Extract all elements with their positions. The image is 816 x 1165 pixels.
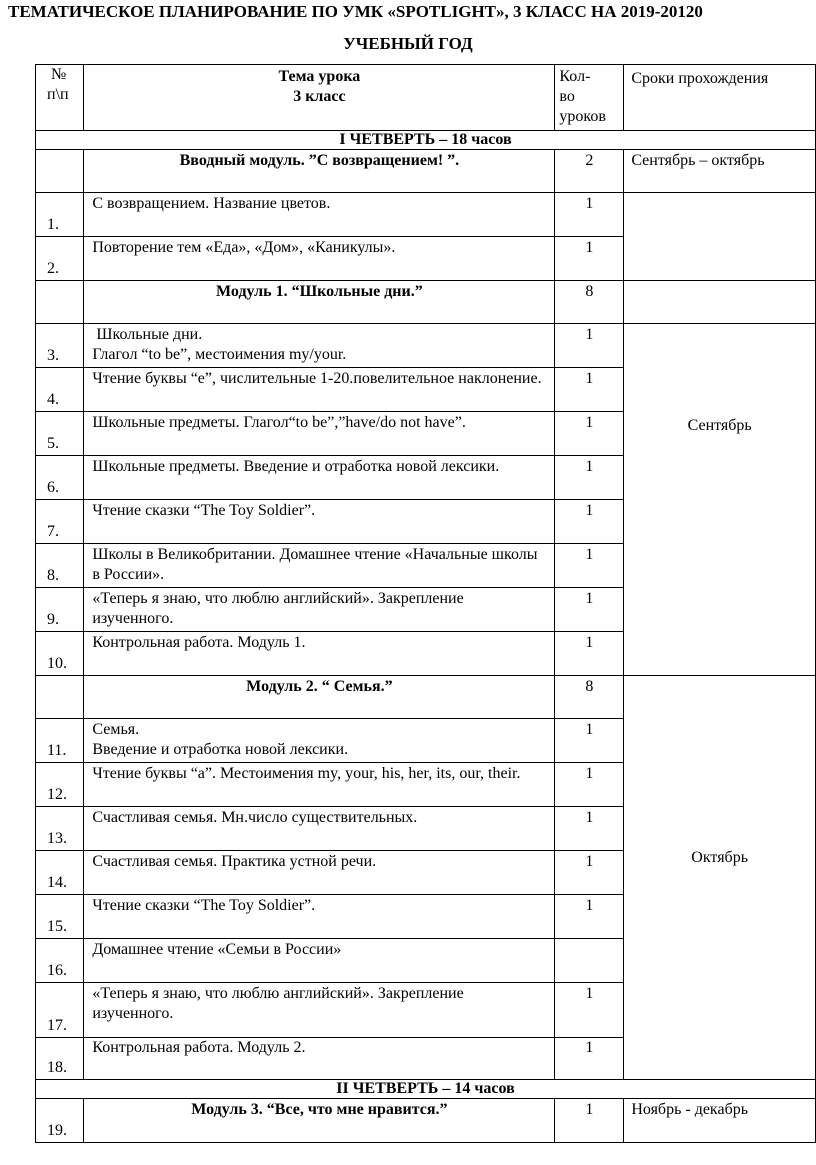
header-topic-line1: Тема урока — [278, 68, 361, 85]
lesson-topic: Школьные предметы. Глагол“to be”,”have/do not have”. — [84, 412, 555, 456]
module-count: 1 — [555, 1099, 624, 1143]
lesson-topic — [84, 719, 555, 763]
header-num-line1: № — [51, 66, 67, 83]
header-count-line2: во — [559, 88, 575, 105]
table-row — [36, 193, 816, 237]
lesson-num: 16. — [36, 939, 84, 983]
lesson-num: 4. — [36, 368, 84, 412]
module-count: 2 — [555, 150, 624, 193]
lesson-topic-line1: Школьные дни. — [92, 326, 203, 343]
lesson-num: 19. — [36, 1099, 84, 1143]
module-num — [36, 676, 84, 719]
lesson-topic: Чтение сказки “The Toy Soldier”. — [84, 895, 555, 939]
lesson-topic: Чтение сказки “The Toy Soldier”. — [84, 500, 555, 544]
module-term: Ноябрь - декабрь — [624, 1099, 816, 1143]
lesson-topic: «Теперь я знаю, что люблю английский». Закрепление изученного. — [84, 588, 555, 632]
lesson-num: 10. — [36, 632, 84, 676]
term-september-label: Сентябрь — [687, 417, 752, 434]
lesson-topic: Повторение тем «Еда», «Дом», «Каникулы». — [84, 237, 555, 281]
quarter-row — [36, 1080, 816, 1099]
lesson-count: 1 — [555, 237, 624, 281]
lesson-term — [624, 193, 816, 281]
quarter-label: I ЧЕТВЕРТЬ – 18 часов — [36, 131, 816, 150]
module-title: Модуль 1. “Школьные дни.” — [84, 281, 555, 324]
lesson-topic: Школьные предметы. Введение и отработка новой лексики. — [84, 456, 555, 500]
lesson-count: 1 — [555, 324, 624, 368]
header-count-line3: уроков — [559, 108, 606, 125]
lesson-topic: Контрольная работа. Модуль 1. — [84, 632, 555, 676]
module-term — [624, 281, 816, 324]
module-row — [36, 281, 816, 324]
lesson-count: 1 — [555, 1038, 624, 1080]
lesson-num: 2. — [36, 237, 84, 281]
header-term: Сроки прохождения — [624, 65, 816, 131]
header-count — [555, 65, 624, 131]
table-row — [36, 324, 816, 368]
header-num-line2: п\п — [47, 86, 69, 103]
lesson-num: 17. — [36, 983, 84, 1038]
module-title: Модуль 2. “ Семья.” — [84, 676, 555, 719]
lesson-num: 6. — [36, 456, 84, 500]
lesson-topic: Счастливая семья. Практика устной речи. — [84, 851, 555, 895]
lesson-num: 3. — [36, 324, 84, 368]
module-title: Вводный модуль. ”С возвращением! ”. — [84, 150, 555, 193]
lesson-num: 8. — [36, 544, 84, 588]
module-row — [36, 1099, 816, 1143]
lesson-num: 11. — [36, 719, 84, 763]
quarter-row — [36, 131, 816, 150]
lesson-num: 14. — [36, 851, 84, 895]
lesson-count: 1 — [555, 895, 624, 939]
lesson-count: 1 — [555, 456, 624, 500]
module-term: Сентябрь – октябрь — [624, 150, 816, 193]
document-title-line2: УЧЕБНЫЙ ГОД — [343, 34, 473, 53]
lesson-num: 15. — [36, 895, 84, 939]
lesson-count: 1 — [555, 588, 624, 632]
header-count-line1: Кол- — [559, 68, 591, 85]
term-september — [624, 324, 816, 676]
document-title: ТЕМАТИЧЕСКОЕ ПЛАНИРОВАНИЕ ПО УМК «SPOTLIGHT», 3 КЛАСС НА 2019-20120 — [8, 2, 703, 21]
lesson-num: 9. — [36, 588, 84, 632]
lesson-topic-line2: Введение и отработка новой лексики. — [92, 741, 349, 758]
module-count: 8 — [555, 281, 624, 324]
lesson-num: 13. — [36, 807, 84, 851]
lesson-count: 1 — [555, 807, 624, 851]
lesson-count: 1 — [555, 500, 624, 544]
lesson-count: 1 — [555, 193, 624, 237]
term-october — [624, 676, 816, 1080]
quarter-label: II ЧЕТВЕРТЬ – 14 часов — [36, 1080, 816, 1099]
lesson-topic: Счастливая семья. Мн.число существительных. — [84, 807, 555, 851]
plan-table — [35, 64, 816, 1143]
lesson-topic: Школы в Великобритании. Домашнее чтение «Начальные школы в России». — [84, 544, 555, 588]
header-num — [36, 65, 84, 131]
header-row — [36, 65, 816, 131]
module-num — [36, 281, 84, 324]
module-row — [36, 676, 816, 719]
lesson-topic: Домашнее чтение «Семьи в России» — [84, 939, 555, 983]
lesson-num: 1. — [36, 193, 84, 237]
lesson-topic: Чтение буквы “e”, числительные 1-20.повелительное наклонение. — [84, 368, 555, 412]
lesson-num: 5. — [36, 412, 84, 456]
term-october-label: Октябрь — [691, 849, 748, 866]
lesson-num: 18. — [36, 1038, 84, 1080]
module-title: Модуль 3. “Все, что мне нравится.” — [84, 1099, 555, 1143]
lesson-count: 1 — [555, 632, 624, 676]
lesson-count: 1 — [555, 851, 624, 895]
lesson-topic: «Теперь я знаю, что люблю английский». Закрепление изученного. — [84, 983, 555, 1038]
lesson-count: 1 — [555, 719, 624, 763]
lesson-num: 7. — [36, 500, 84, 544]
lesson-topic — [84, 324, 555, 368]
lesson-topic: С возвращением. Название цветов. — [84, 193, 555, 237]
module-count: 8 — [555, 676, 624, 719]
header-topic-line2: 3 класс — [293, 88, 346, 105]
lesson-num: 12. — [36, 763, 84, 807]
lesson-count: 1 — [555, 412, 624, 456]
lesson-count: 1 — [555, 368, 624, 412]
module-num — [36, 150, 84, 193]
lesson-topic: Контрольная работа. Модуль 2. — [84, 1038, 555, 1080]
module-row — [36, 150, 816, 193]
lesson-topic-line2: Глагол “to be”, местоимения my/your. — [92, 346, 347, 363]
lesson-topic: Чтение буквы “a”. Местоимения my, your, his, her, its, our, their. — [84, 763, 555, 807]
lesson-count — [555, 939, 624, 983]
header-topic — [84, 65, 555, 131]
lesson-count: 1 — [555, 763, 624, 807]
lesson-topic-line1: Семья. — [92, 721, 140, 738]
lesson-count: 1 — [555, 983, 624, 1038]
lesson-count: 1 — [555, 544, 624, 588]
